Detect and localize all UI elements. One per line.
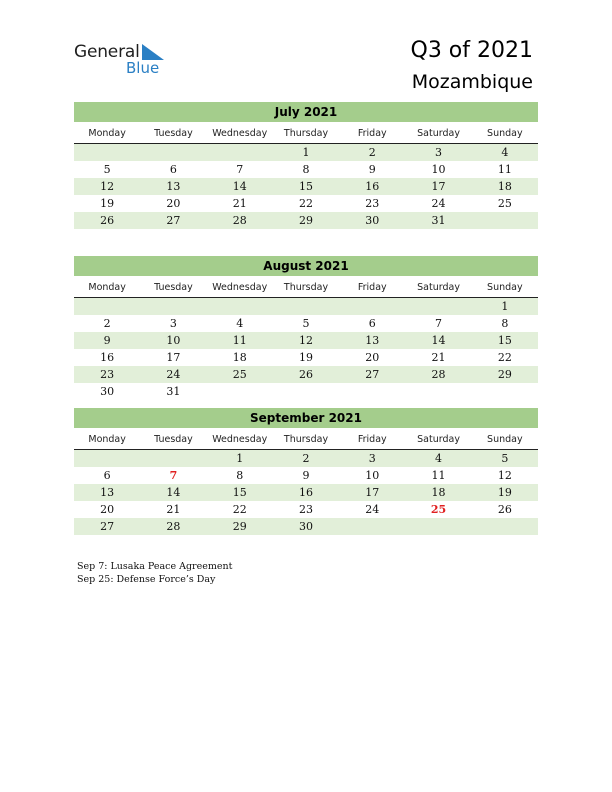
- day-cell: 23: [365, 197, 380, 210]
- day-cell: 30: [365, 214, 380, 227]
- day-cell: 24: [365, 503, 380, 516]
- day-cell: 11: [497, 163, 512, 176]
- week-row: [74, 349, 538, 366]
- day-cell: [140, 298, 206, 315]
- day-cell: 8: [236, 469, 244, 482]
- weekday-label: Sunday: [487, 434, 523, 445]
- weekday-label: Wednesday: [212, 434, 268, 445]
- day-cell: 22: [232, 503, 247, 516]
- day-cell: 25: [497, 197, 512, 210]
- day-cell: [405, 518, 471, 535]
- logo-general-text: General: [74, 42, 140, 62]
- weekday-label: Thursday: [283, 434, 329, 445]
- day-cell: 13: [166, 180, 181, 193]
- day-cell: 18: [232, 351, 247, 364]
- day-cell: 1: [236, 452, 244, 465]
- day-cell: 25: [232, 368, 247, 381]
- day-cell: 26: [298, 368, 313, 381]
- week-row: [74, 161, 538, 178]
- month-calendar: [74, 256, 538, 400]
- day-cell: 22: [298, 197, 313, 210]
- day-cell: 12: [100, 180, 115, 193]
- weekday-label: Thursday: [283, 282, 329, 293]
- day-cell: [74, 298, 140, 315]
- day-cell: 5: [103, 163, 111, 176]
- day-cell: 24: [166, 368, 181, 381]
- day-cell: 10: [365, 469, 380, 482]
- weekday-header-row: [74, 280, 538, 298]
- day-cell: 27: [166, 214, 181, 227]
- day-cell: 13: [100, 486, 115, 499]
- day-cell: [273, 383, 339, 400]
- day-cell: 15: [497, 334, 512, 347]
- day-cell: 7: [236, 163, 244, 176]
- day-cell: 1: [501, 300, 509, 313]
- week-row: [74, 366, 538, 383]
- day-cell: 21: [166, 503, 181, 516]
- weekday-label: Monday: [88, 434, 126, 445]
- day-cell: [339, 383, 405, 400]
- day-cell: 28: [431, 368, 446, 381]
- day-cell: 29: [298, 214, 313, 227]
- day-cell: 20: [100, 503, 115, 516]
- day-cell: 3: [169, 317, 177, 330]
- day-cell: 6: [169, 163, 177, 176]
- day-cell: 29: [232, 520, 247, 533]
- day-cell: 15: [232, 486, 247, 499]
- day-cell: 10: [166, 334, 181, 347]
- day-cell: [472, 383, 538, 400]
- day-cell: 8: [302, 163, 310, 176]
- day-cell: 11: [431, 469, 446, 482]
- day-cell: 5: [302, 317, 310, 330]
- week-row: [74, 144, 538, 161]
- week-row: [74, 518, 538, 535]
- holiday-notes: [77, 560, 232, 586]
- day-cell: 18: [431, 486, 446, 499]
- weekday-label: Friday: [357, 282, 387, 293]
- day-cell: [339, 298, 405, 315]
- day-cell: 9: [103, 334, 111, 347]
- day-cell: [405, 298, 471, 315]
- month-title: July 2021: [74, 102, 538, 122]
- day-cell: [140, 450, 206, 467]
- day-cell: 9: [368, 163, 376, 176]
- weekday-label: Saturday: [417, 434, 460, 445]
- day-cell: 4: [501, 146, 509, 159]
- day-cell: 30: [100, 385, 115, 398]
- day-cell: [207, 298, 273, 315]
- day-cell: [405, 383, 471, 400]
- day-cell: 3: [435, 146, 443, 159]
- week-row: [74, 450, 538, 467]
- day-cell: 23: [100, 368, 115, 381]
- weekday-label: Monday: [88, 282, 126, 293]
- month-title: September 2021: [74, 408, 538, 428]
- holiday-note: Sep 25: Defense Force’s Day: [77, 574, 216, 585]
- day-cell: 16: [100, 351, 115, 364]
- day-cell: 19: [298, 351, 313, 364]
- weekday-label: Tuesday: [154, 282, 193, 293]
- weekday-label: Thursday: [283, 128, 329, 139]
- weekday-label: Monday: [88, 128, 126, 139]
- day-cell: 25: [430, 503, 447, 516]
- weekday-label: Wednesday: [212, 282, 268, 293]
- weekday-label: Tuesday: [154, 128, 193, 139]
- weekday-label: Friday: [357, 128, 387, 139]
- day-cell: 20: [166, 197, 181, 210]
- weekday-header-row: [74, 126, 538, 144]
- weekday-label: Tuesday: [154, 434, 193, 445]
- day-cell: 6: [368, 317, 376, 330]
- day-cell: 20: [365, 351, 380, 364]
- day-cell: [472, 212, 538, 229]
- day-cell: 21: [232, 197, 247, 210]
- day-cell: 15: [298, 180, 313, 193]
- month-calendar: [74, 408, 538, 535]
- day-cell: 4: [236, 317, 244, 330]
- day-cell: 2: [103, 317, 111, 330]
- weekday-label: Sunday: [487, 282, 523, 293]
- day-cell: 16: [365, 180, 380, 193]
- weekday-label: Saturday: [417, 282, 460, 293]
- day-cell: 17: [166, 351, 181, 364]
- day-cell: 11: [232, 334, 247, 347]
- country-name: Mozambique: [411, 71, 533, 93]
- day-cell: 27: [365, 368, 380, 381]
- day-cell: 24: [431, 197, 446, 210]
- day-cell: 17: [365, 486, 380, 499]
- day-cell: 14: [232, 180, 247, 193]
- day-cell: [339, 518, 405, 535]
- logo-triangle-icon: [142, 44, 164, 60]
- day-cell: 28: [232, 214, 247, 227]
- week-row: [74, 332, 538, 349]
- holiday-note: Sep 7: Lusaka Peace Agreement: [77, 561, 233, 572]
- day-cell: 2: [368, 146, 376, 159]
- day-cell: 5: [501, 452, 509, 465]
- day-cell: 19: [497, 486, 512, 499]
- day-cell: 7: [435, 317, 443, 330]
- day-cell: [472, 518, 538, 535]
- month-calendar: [74, 102, 538, 229]
- week-row: [74, 501, 538, 518]
- day-cell: [273, 298, 339, 315]
- weekday-label: Friday: [357, 434, 387, 445]
- day-cell: 31: [166, 385, 181, 398]
- day-cell: [207, 383, 273, 400]
- day-cell: 19: [100, 197, 115, 210]
- day-cell: [207, 144, 273, 161]
- day-cell: [74, 144, 140, 161]
- day-cell: 9: [302, 469, 310, 482]
- week-row: [74, 484, 538, 501]
- day-cell: 6: [103, 469, 111, 482]
- week-row: [74, 298, 538, 315]
- day-cell: 23: [298, 503, 313, 516]
- day-cell: 14: [431, 334, 446, 347]
- week-row: [74, 195, 538, 212]
- day-cell: 3: [368, 452, 376, 465]
- day-cell: 12: [298, 334, 313, 347]
- day-cell: 7: [169, 469, 178, 482]
- day-cell: 28: [166, 520, 181, 533]
- day-cell: 18: [497, 180, 512, 193]
- day-cell: 12: [497, 469, 512, 482]
- day-cell: 21: [431, 351, 446, 364]
- day-cell: 29: [497, 368, 512, 381]
- day-cell: 4: [435, 452, 443, 465]
- weekday-label: Wednesday: [212, 128, 268, 139]
- day-cell: 30: [298, 520, 313, 533]
- day-cell: [74, 450, 140, 467]
- week-row: [74, 212, 538, 229]
- weekday-header-row: [74, 432, 538, 450]
- week-row: [74, 315, 538, 332]
- logo: [74, 40, 174, 80]
- day-cell: 26: [497, 503, 512, 516]
- day-cell: 13: [365, 334, 380, 347]
- day-cell: [140, 144, 206, 161]
- day-cell: 22: [497, 351, 512, 364]
- weekday-label: Sunday: [487, 128, 523, 139]
- day-cell: 26: [100, 214, 115, 227]
- month-title: August 2021: [74, 256, 538, 276]
- week-row: [74, 383, 538, 400]
- day-cell: 10: [431, 163, 446, 176]
- week-row: [74, 178, 538, 195]
- day-cell: 2: [302, 452, 310, 465]
- day-cell: 27: [100, 520, 115, 533]
- day-cell: 17: [431, 180, 446, 193]
- day-cell: 1: [302, 146, 310, 159]
- week-row: [74, 467, 538, 484]
- logo-blue-text: Blue: [126, 59, 160, 77]
- day-cell: 31: [431, 214, 446, 227]
- weekday-label: Saturday: [417, 128, 460, 139]
- day-cell: 8: [501, 317, 509, 330]
- day-cell: 16: [298, 486, 313, 499]
- day-cell: 14: [166, 486, 181, 499]
- page-title: Q3 of 2021: [410, 38, 533, 63]
